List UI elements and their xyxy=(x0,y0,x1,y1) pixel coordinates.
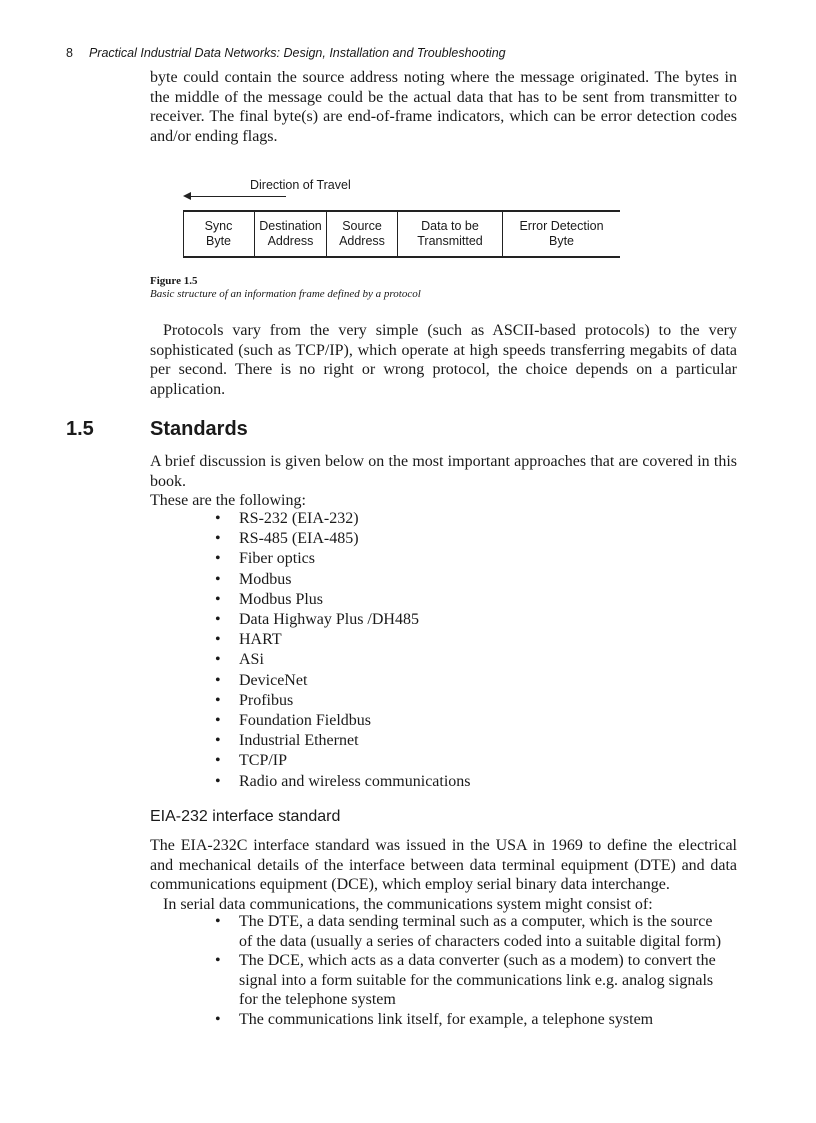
cell-line: Byte xyxy=(205,234,231,248)
figure-caption xyxy=(150,275,421,300)
list-item-text: Fiber optics xyxy=(239,550,315,568)
list-item-text: Modbus xyxy=(239,570,292,588)
cell-line: Address xyxy=(267,234,314,248)
bullet-icon: • xyxy=(215,732,221,750)
protocols-block xyxy=(150,321,737,399)
standards-intro-block xyxy=(150,452,737,511)
cell-data-to-be-transmitted xyxy=(398,212,502,256)
standards-list-block xyxy=(215,509,719,792)
intro-block xyxy=(150,68,737,146)
cell-line: Transmitted xyxy=(417,234,483,248)
list-item xyxy=(215,1010,727,1030)
cell-line: Data to be xyxy=(421,219,479,233)
list-item xyxy=(215,772,719,792)
list-item-text: TCP/IP xyxy=(239,752,288,770)
list-item-text: Data Highway Plus /DH485 xyxy=(239,611,419,629)
list-item xyxy=(215,549,719,569)
subsection-heading-eia232: EIA-232 interface standard xyxy=(150,808,341,825)
list-item-text: Industrial Ethernet xyxy=(239,732,359,750)
cell-line: Destination xyxy=(259,219,322,233)
section-number: 1.5 xyxy=(66,418,94,440)
list-item-text: HART xyxy=(239,631,282,649)
bullet-icon: • xyxy=(215,1010,221,1028)
list-item xyxy=(215,610,719,630)
bullet-icon: • xyxy=(215,611,221,629)
cell-sync-byte xyxy=(183,212,254,256)
standards-lead: These are the following: xyxy=(150,492,306,510)
list-item-text: The DTE, a data sending terminal such as a computer, which is the source of the data (usually a series of characters coded into a suitable digital form) xyxy=(239,913,722,950)
cell-line: Source xyxy=(342,219,382,233)
list-item-text: DeviceNet xyxy=(239,671,308,689)
list-item-text: The DCE, which acts as a data converter (such as a modem) to convert the signal into a form suitable for the communications link e.g. analog signals for the telephone system xyxy=(239,952,716,1009)
standards-intro: A brief discussion is given below on the most important approaches that are covered in this book. xyxy=(150,453,737,490)
cell-destination-address xyxy=(255,212,326,256)
cell-line: Byte xyxy=(548,234,574,248)
eia232-lead: In serial data communications, the communications system might consist of: xyxy=(163,895,653,913)
list-item-text: Profibus xyxy=(239,691,294,709)
frame-diagram xyxy=(183,210,620,258)
list-item xyxy=(215,691,719,711)
standards-list xyxy=(215,509,719,792)
book-title: Practical Industrial Data Networks: Design, Installation and Troubleshooting xyxy=(88,46,506,60)
intro-paragraph: byte could contain the source address noting where the message originated. The bytes in the middle of the message could be the actual data that has to be sent from transmitter to receiver. The final byte(s) are end-of-frame indicators, which can be error detection codes and/or ending flags. xyxy=(150,69,737,145)
list-item-text: Foundation Fieldbus xyxy=(239,712,372,730)
cell-source-address xyxy=(327,212,397,256)
figure-label: Figure 1.5 xyxy=(150,275,198,287)
page-number: 8 xyxy=(66,46,73,60)
cell-line: Address xyxy=(339,234,385,248)
list-item-text: RS-485 (EIA-485) xyxy=(239,530,359,548)
list-item xyxy=(215,650,719,670)
figure-frame-structure xyxy=(150,176,737,286)
list-item xyxy=(215,590,719,610)
list-item xyxy=(215,731,719,751)
protocols-paragraph: Protocols vary from the very simple (such as ASCII-based protocols) to the very sophisticated (such as TCP/IP), which operate at high speeds transferring megabits of data per second. There is no right or wrong protocol, the choice depends on a particular application. xyxy=(150,322,737,398)
bullet-icon: • xyxy=(215,671,221,689)
list-item-text: RS-232 (EIA-232) xyxy=(239,510,359,527)
bullet-icon: • xyxy=(215,510,221,527)
list-item-text: Modbus Plus xyxy=(239,590,324,608)
bullet-icon: • xyxy=(215,550,221,568)
direction-arrow-shaft xyxy=(188,196,286,197)
eia232-list xyxy=(215,912,727,1030)
bullet-icon: • xyxy=(215,651,221,669)
eia232-block xyxy=(150,836,737,914)
bullet-icon: • xyxy=(215,952,221,970)
bullet-icon: • xyxy=(215,631,221,649)
running-header xyxy=(66,46,506,60)
eia232-list-block xyxy=(215,912,727,1030)
list-item xyxy=(215,630,719,650)
list-item xyxy=(215,671,719,691)
cell-error-detection-byte xyxy=(503,212,620,256)
list-item xyxy=(215,570,719,590)
list-item xyxy=(215,751,719,771)
list-item xyxy=(215,951,727,1010)
section-title: Standards xyxy=(150,418,248,440)
bullet-icon: • xyxy=(215,752,221,770)
eia232-paragraph: The EIA-232C interface standard was issued in the USA in 1969 to define the electrical and mechanical details of the interface between data terminal equipment (DTE) and data communications equipment (DCE), which employ serial binary data interchange. xyxy=(150,837,737,894)
list-item xyxy=(215,711,719,731)
bullet-icon: • xyxy=(215,712,221,730)
figure-caption-text: Basic structure of an information frame defined by a protocol xyxy=(150,288,421,300)
list-item-text: The communications link itself, for example, a telephone system xyxy=(239,1010,654,1028)
bullet-icon: • xyxy=(215,530,221,548)
bullet-icon: • xyxy=(215,590,221,608)
list-item xyxy=(215,529,719,549)
cell-line: Sync xyxy=(204,219,233,233)
list-item xyxy=(215,509,719,529)
bullet-icon: • xyxy=(215,772,221,790)
direction-of-travel-label: Direction of Travel xyxy=(250,178,351,192)
list-item-text: Radio and wireless communications xyxy=(239,772,471,790)
bullet-icon: • xyxy=(215,570,221,588)
bullet-icon: • xyxy=(215,691,221,709)
cell-line: Error Detection xyxy=(519,219,604,233)
list-item xyxy=(215,912,727,951)
list-item-text: ASi xyxy=(239,651,264,669)
bullet-icon: • xyxy=(215,913,221,930)
